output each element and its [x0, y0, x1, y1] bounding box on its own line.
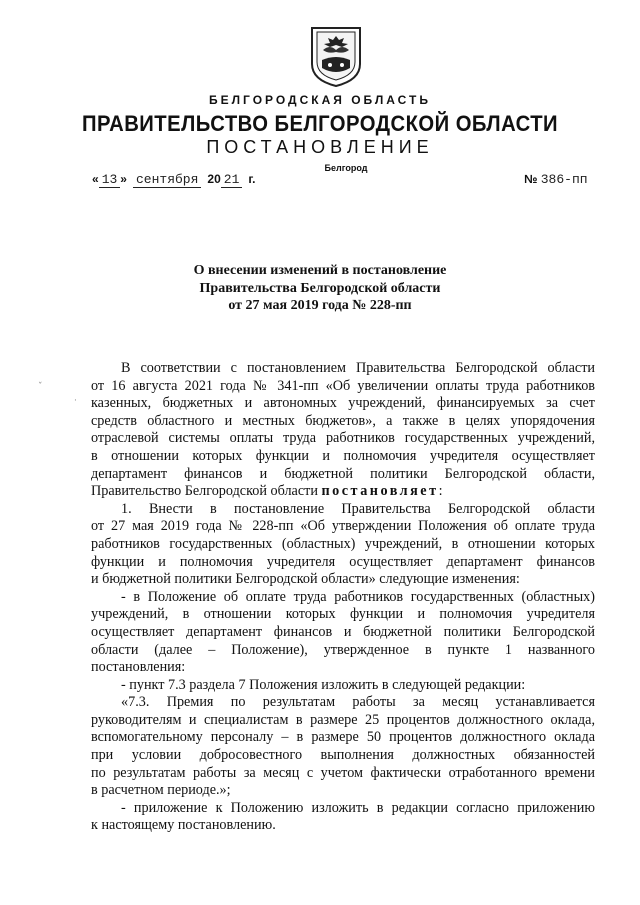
city-name: Белгород: [324, 163, 368, 173]
body-line: области (далее – Положение), утвержденное в пункте 1 названного: [91, 641, 595, 658]
body-line: средств областного и местных бюджетов», а также в целях упорядочения: [91, 412, 595, 429]
scan-mark: ˇ: [38, 382, 43, 392]
body-line: казенных, бюджетных и автономных учреждений, финансируемых за счет: [91, 395, 595, 412]
document-date: [92, 172, 256, 187]
body-line: от 16 августа 2021 года № 341-пп «Об увеличении оплаты труда работников: [91, 377, 595, 394]
region-name: БЕЛГОРОДСКАЯ ОБЛАСТЬ: [209, 93, 431, 107]
body-line: вспомогательному персоналу – в размере 50 процентов должностного оклада: [91, 729, 595, 746]
body-line: учреждений, в отношении которых функции и полномочия учредителя: [91, 606, 595, 623]
subject-line: от 27 мая 2019 года № 228-пп: [228, 298, 412, 313]
date-year-prefix: 20: [207, 172, 221, 186]
number-value: 386-пп: [540, 172, 588, 187]
scan-mark: ·: [74, 396, 77, 406]
body-line: функции и полномочия учредителя осуществляет департамент финансов: [91, 553, 595, 570]
body-line: от 27 мая 2019 года № 228-пп «Об утверждении Положения об оплате труда: [91, 518, 595, 535]
body-line: В соответствии с постановлением Правительства Белгородской области: [121, 360, 595, 376]
body-line: осуществляет департамент финансов и бюджетной политики Белгородской: [91, 623, 595, 640]
date-year-suffix: г.: [248, 172, 256, 186]
document-number: [524, 172, 588, 187]
body-line: в расчетном периоде.»;: [91, 782, 231, 799]
date-month: сентября: [133, 172, 201, 188]
body-line: при условии добросовестного выполнения должностных обязанностей: [91, 747, 595, 764]
date-day: 13: [99, 172, 121, 188]
body-line: - приложение к Положению изложить в редакции согласно приложению: [121, 799, 595, 816]
number-label: №: [524, 172, 538, 186]
document-subject: [0, 262, 640, 315]
resolves-keyword: постановляет: [321, 483, 439, 500]
body-text: :: [438, 483, 443, 500]
body-line: 1. Внести в постановление Правительства Белгородской области: [121, 500, 595, 517]
body-line: [91, 483, 595, 501]
subject-line: О внесении изменений в постановление: [193, 263, 447, 278]
body-line: в отношении которых функции и полномочия учредителя осуществляет: [91, 447, 595, 464]
body-line: - пункт 7.3 раздела 7 Положения изложить в следующей редакции:: [121, 676, 526, 693]
body-line: по результатам работы за месяц с учетом фактически отработанного времени: [91, 764, 595, 781]
body-text: Правительство Белгородской области: [91, 483, 322, 500]
subject-line: Правительства Белгородской области: [199, 280, 441, 296]
body-line: постановления:: [91, 659, 186, 676]
body-line: департамент финансов и бюджетной политики Белгородской области,: [91, 465, 595, 482]
body-line: руководителям и специалистам в размере 25 процентов должностного оклада,: [91, 711, 595, 728]
body-line: и бюджетной политики Белгородской области» следующие изменения:: [91, 571, 520, 588]
body-line: - в Положение об оплате труда работников государственных (областных): [121, 588, 595, 605]
body-line: отраслевой системы оплаты труда работников государственных учреждений,: [91, 430, 595, 447]
date-close-quote: »: [120, 172, 127, 186]
government-title: ПРАВИТЕЛЬСТВО БЕЛГОРОДСКОЙ ОБЛАСТИ: [81, 111, 559, 136]
date-open-quote: «: [92, 172, 99, 186]
document-body: [91, 360, 595, 835]
coat-of-arms-emblem: [308, 24, 364, 88]
document-type: ПОСТАНОВЛЕНИЕ: [206, 137, 434, 157]
body-line: «7.3. Премия по результатам работы за месяц устанавливается: [121, 694, 595, 711]
body-line: к настоящему постановлению.: [91, 817, 276, 834]
date-year: 21: [221, 172, 243, 188]
body-line: работников государственных (областных) учреждений, в отношении которых: [91, 535, 595, 552]
